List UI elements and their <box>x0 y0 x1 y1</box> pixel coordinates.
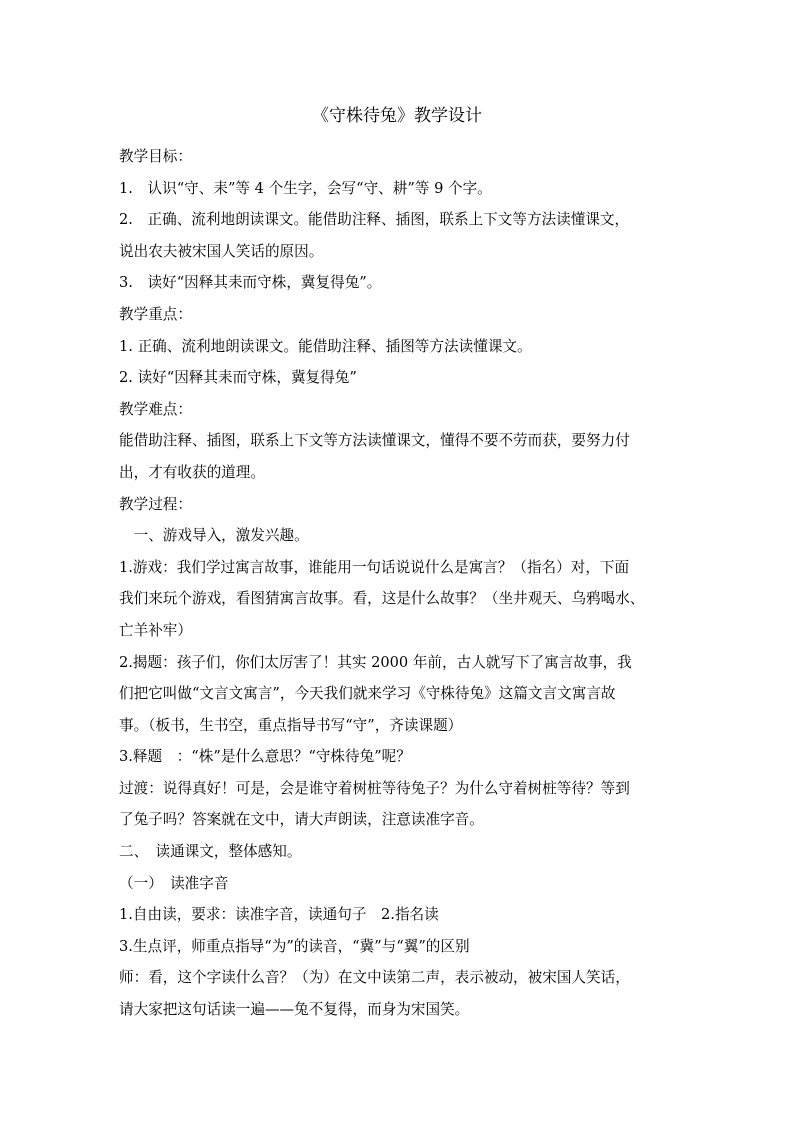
process-paragraph-game-continued: 我们来玩个游戏，看图猜寓言故事。看，这是什么故事？（坐井观天、乌鸦喝水、 <box>119 590 645 608</box>
process-paragraph-reveal: 2.揭题：孩子们，你们太厉害了！其实 2000 年前，古人就写下了寓言故事，我 <box>119 653 632 671</box>
difficulty-text-continued: 出，才有收获的道理。 <box>119 463 265 481</box>
document-title: 《守株待兔》教学设计 <box>312 106 482 126</box>
process-paragraph-free-reading: 1.自由读，要求：读准字音，读通句子 2.指名读 <box>119 906 439 924</box>
process-step-2-heading: 二、 读通课文，整体感知。 <box>119 843 302 861</box>
subsection-heading-pronunciation: （一） 读准字音 <box>119 874 229 892</box>
section-heading-difficulties: 教学难点： <box>119 400 192 418</box>
section-heading-key-points: 教学重点： <box>119 305 192 323</box>
process-paragraph-transition: 过渡：说得真好！可是，会是谁守着树桩等待兔子？为什么守着树桩等待？等到 <box>119 779 630 797</box>
process-paragraph-teacher: 师：看，这个字读什么音？（为）在文中读第二声，表示被动，被宋国人笑话， <box>119 969 630 987</box>
process-paragraph-reveal-continued: 们把它叫做“文言文寓言”，今天我们就来学习《守株待兔》这篇文言文寓言故 <box>119 685 616 703</box>
process-paragraph-reveal-end: 事。（板书，生书空，重点指导书写“守”，齐读课题） <box>119 716 463 734</box>
document-body <box>119 141 679 1026</box>
objective-1: 1. 认识“守、耒”等 4 个生字，会写“守、耕”等 9 个字。 <box>119 179 492 197</box>
process-paragraph-game: 1.游戏：我们学过寓言故事，谁能用一句话说说什么是寓言？（指名）对，下面 <box>119 558 630 576</box>
objective-3: 3. 读好“因释其耒而守株，冀复得兔”。 <box>119 274 382 292</box>
key-point-1: 1. 正确、流利地朗读课文。能借助注释、插图等方法读懂课文。 <box>119 337 532 355</box>
objective-2: 2. 正确、流利地朗读课文。能借助注释、插图，联系上下文等方法读懂课文， <box>119 211 630 229</box>
process-paragraph-transition-continued: 了兔子吗？答案就在文中，请大声朗读，注意读准字音。 <box>119 811 484 829</box>
section-heading-process: 教学过程： <box>119 495 192 513</box>
key-point-2: 2. 读好“因释其耒而守株，冀复得兔” <box>119 369 357 387</box>
process-step-1-heading: 一、游戏导入，激发兴趣。 <box>119 527 309 545</box>
process-paragraph-explain-title: 3.释题 ：“株”是什么意思？“守株待兔”呢？ <box>119 748 411 766</box>
section-heading-objectives: 教学目标： <box>119 148 192 165</box>
objective-2-continued: 说出农夫被宋国人笑话的原因。 <box>119 242 324 260</box>
process-paragraph-teacher-continued: 请大家把这句话读一遍——兔不复得，而身为宋国笑。 <box>119 1001 470 1019</box>
process-paragraph-game-end: 亡羊补牢） <box>119 621 192 639</box>
process-paragraph-review: 3.生点评，师重点指导“为”的读音，“冀”与“翼”的区别 <box>119 937 470 955</box>
difficulty-text: 能借助注释、插图，联系上下文等方法读懂课文，懂得不要不劳而获，要努力付 <box>119 432 630 450</box>
